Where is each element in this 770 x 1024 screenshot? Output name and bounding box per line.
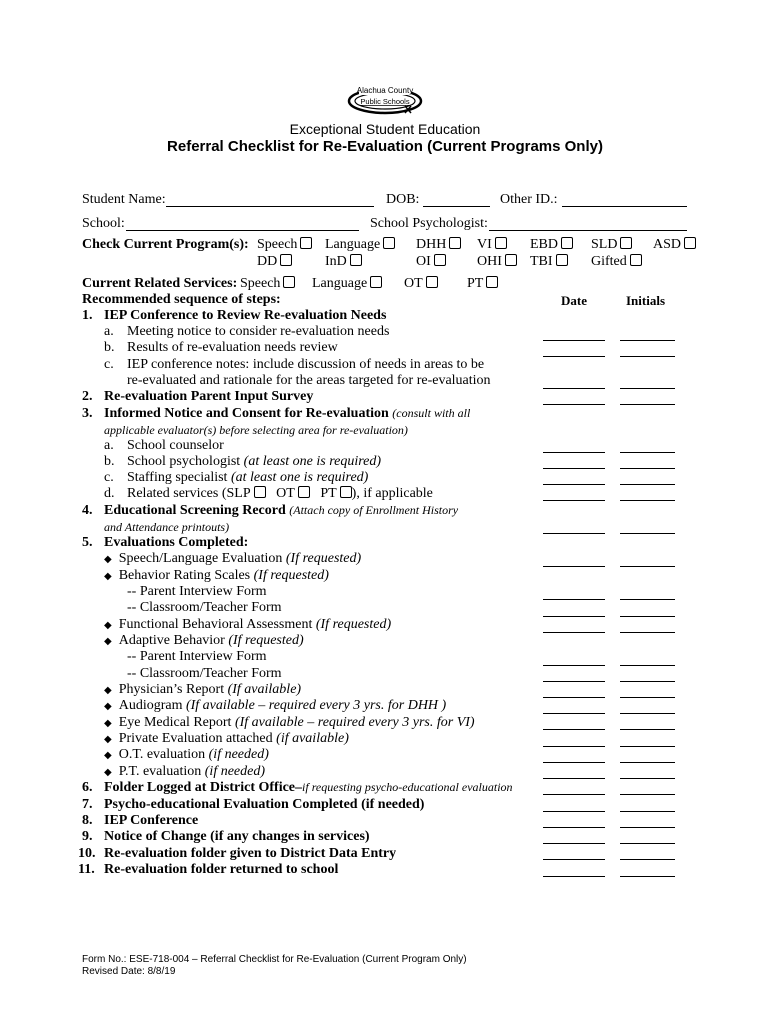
district-logo xyxy=(345,84,425,116)
eval-adaptive-teacher: -- Classroom/Teacher Form xyxy=(127,666,282,681)
step-8: IEP Conference xyxy=(104,813,199,828)
step-1a-letter: a. xyxy=(104,324,114,339)
initials-line[interactable] xyxy=(620,746,675,747)
checkbox[interactable] xyxy=(370,276,382,288)
eval-pt: ◆ P.T. evaluation (if needed) xyxy=(104,764,266,779)
step-3d-letter: d. xyxy=(104,486,115,501)
checkbox[interactable] xyxy=(280,254,292,266)
step-3a: School counselor xyxy=(127,438,224,453)
service-pt[interactable]: PT xyxy=(467,276,498,292)
checkbox[interactable] xyxy=(383,237,395,249)
initials-line[interactable] xyxy=(620,616,675,617)
initials-line[interactable] xyxy=(620,452,675,453)
footer-form-number: Form No.: ESE-718-004 – Referral Checklist for Re-Evaluation (Current Program Only) xyxy=(82,954,467,965)
initials-line[interactable] xyxy=(620,681,675,682)
program-gifted[interactable]: Gifted xyxy=(591,254,642,270)
program-oi[interactable]: OI xyxy=(416,254,446,270)
checkbox[interactable] xyxy=(426,276,438,288)
date-line[interactable] xyxy=(543,484,605,485)
date-line[interactable] xyxy=(543,762,605,763)
initials-line[interactable] xyxy=(620,859,675,860)
initials-line[interactable] xyxy=(620,876,675,877)
checkbox[interactable] xyxy=(298,486,310,498)
step-2: Re-evaluation Parent Input Survey xyxy=(104,389,314,404)
date-line[interactable] xyxy=(543,681,605,682)
step-4: Educational Screening Record (Attach copy of Enrollment History xyxy=(104,503,459,518)
step-9: Notice of Change (if any changes in services) xyxy=(104,829,370,844)
checkbox[interactable] xyxy=(561,237,573,249)
step-3-number: 3. xyxy=(82,406,93,421)
school-field[interactable] xyxy=(126,230,359,231)
page-title: Referral Checklist for Re-Evaluation (Current Programs Only) xyxy=(167,138,603,155)
checkbox[interactable] xyxy=(340,486,352,498)
initials-line[interactable] xyxy=(620,468,675,469)
date-line[interactable] xyxy=(543,616,605,617)
initials-line[interactable] xyxy=(620,566,675,567)
step-3b-letter: b. xyxy=(104,454,115,469)
eval-speech: ◆ Speech/Language Evaluation (If requested) xyxy=(104,551,362,566)
step-10: Re-evaluation folder given to District Data Entry xyxy=(104,846,397,861)
eval-behavior: ◆ Behavior Rating Scales (If requested) xyxy=(104,568,329,583)
checkbox[interactable] xyxy=(254,486,266,498)
eval-ot: ◆ O.T. evaluation (if needed) xyxy=(104,747,269,762)
date-line[interactable] xyxy=(543,713,605,714)
date-line[interactable] xyxy=(543,729,605,730)
eval-adaptive: ◆ Adaptive Behavior (If requested) xyxy=(104,633,304,648)
logo-line2: Public Schools xyxy=(360,97,410,106)
student-name-label: Student Name: xyxy=(82,192,166,207)
step-1c-letter: c. xyxy=(104,357,114,372)
program-sld[interactable]: SLD xyxy=(591,237,632,253)
checkbox[interactable] xyxy=(684,237,696,249)
checkbox[interactable] xyxy=(283,276,295,288)
step-7: Psycho-educational Evaluation Completed (if needed) xyxy=(104,797,425,812)
date-line[interactable] xyxy=(543,632,605,633)
footer-revised-date: Revised Date: 8/8/19 xyxy=(82,966,176,977)
program-dd[interactable]: DD xyxy=(257,254,292,270)
initials-line[interactable] xyxy=(620,404,675,405)
initials-line[interactable] xyxy=(620,484,675,485)
other-id-label: Other ID.: xyxy=(500,192,558,207)
step-1a: Meeting notice to consider re-evaluation needs xyxy=(127,324,390,339)
eval-behavior-parent: -- Parent Interview Form xyxy=(127,584,267,599)
sequence-heading: Recommended sequence of steps: xyxy=(82,292,281,307)
date-line[interactable] xyxy=(543,811,605,812)
step-9-number: 9. xyxy=(82,829,93,844)
step-10-number: 10. xyxy=(78,846,96,861)
step-7-number: 7. xyxy=(82,797,93,812)
date-line[interactable] xyxy=(543,356,605,357)
step-1-number: 1. xyxy=(82,308,93,323)
initials-line[interactable] xyxy=(620,697,675,698)
checkbox[interactable] xyxy=(300,237,312,249)
services-label: Current Related Services: xyxy=(82,276,238,291)
initials-line[interactable] xyxy=(620,827,675,828)
checkbox[interactable] xyxy=(350,254,362,266)
date-line[interactable] xyxy=(543,859,605,860)
step-1c: IEP conference notes: include discussion of needs in areas to be xyxy=(127,357,485,372)
dob-label: DOB: xyxy=(386,192,420,207)
other-id-field[interactable] xyxy=(562,206,687,207)
eval-audiogram: ◆ Audiogram (If available – required every 3 yrs. for DHH ) xyxy=(104,698,447,713)
date-line[interactable] xyxy=(543,566,605,567)
initials-column-header: Initials xyxy=(626,293,666,308)
step-4-number: 4. xyxy=(82,503,93,518)
step-3a-letter: a. xyxy=(104,438,114,453)
date-line[interactable] xyxy=(543,388,605,389)
checkbox[interactable] xyxy=(556,254,568,266)
initials-line[interactable] xyxy=(620,762,675,763)
service-language[interactable]: Language xyxy=(312,276,382,292)
checkbox[interactable] xyxy=(620,237,632,249)
date-line[interactable] xyxy=(543,794,605,795)
initials-line[interactable] xyxy=(620,713,675,714)
step-5-number: 5. xyxy=(82,535,93,550)
date-line[interactable] xyxy=(543,665,605,666)
step-1: IEP Conference to Review Re-evaluation Needs xyxy=(104,308,387,323)
program-tbi[interactable]: TBI xyxy=(530,254,568,270)
date-line[interactable] xyxy=(543,697,605,698)
initials-line[interactable] xyxy=(620,340,675,341)
initials-line[interactable] xyxy=(620,599,675,600)
step-3c: Staffing specialist (at least one is required) xyxy=(127,470,369,485)
program-ohi[interactable]: OHI xyxy=(477,254,517,270)
step-6: Folder Logged at District Office–if requesting psycho-educational evaluation xyxy=(104,780,513,795)
step-1c-line2: re-evaluated and rationale for the areas targeted for re-evaluation xyxy=(127,373,491,388)
date-line[interactable] xyxy=(543,404,605,405)
logo-line1: Alachua County xyxy=(356,86,414,95)
department: Exceptional Student Education xyxy=(289,121,481,137)
step-6-number: 6. xyxy=(82,780,93,795)
step-3b: School psychologist (at least one is required) xyxy=(127,454,382,469)
eval-behavior-teacher: -- Classroom/Teacher Form xyxy=(127,600,282,615)
initials-line[interactable] xyxy=(620,665,675,666)
date-line[interactable] xyxy=(543,876,605,877)
initials-line[interactable] xyxy=(620,356,675,357)
school-psychologist-label: School Psychologist: xyxy=(370,216,488,231)
step-3c-letter: c. xyxy=(104,470,114,485)
initials-line[interactable] xyxy=(620,811,675,812)
checkbox[interactable] xyxy=(505,254,517,266)
step-4-note: and Attendance printouts) xyxy=(104,520,230,534)
step-8-number: 8. xyxy=(82,813,93,828)
date-line[interactable] xyxy=(543,468,605,469)
step-11-number: 11. xyxy=(78,862,95,877)
date-line[interactable] xyxy=(543,500,605,501)
program-dhh[interactable]: DHH xyxy=(416,237,461,253)
date-line[interactable] xyxy=(543,843,605,844)
step-1b: Results of re-evaluation needs review xyxy=(127,340,338,355)
date-line[interactable] xyxy=(543,533,605,534)
programs-label: Check Current Program(s): xyxy=(82,237,249,252)
school-label: School: xyxy=(82,216,125,231)
initials-line[interactable] xyxy=(620,388,675,389)
checkbox[interactable] xyxy=(486,276,498,288)
dob-field[interactable] xyxy=(423,206,490,207)
checkbox[interactable] xyxy=(449,237,461,249)
program-ebd[interactable]: EBD xyxy=(530,237,573,253)
initials-line[interactable] xyxy=(620,794,675,795)
program-speech[interactable]: Speech xyxy=(257,237,312,253)
checkbox[interactable] xyxy=(495,237,507,249)
eval-adaptive-parent: -- Parent Interview Form xyxy=(127,649,267,664)
date-line[interactable] xyxy=(543,827,605,828)
step-3: Informed Notice and Consent for Re-evaluation (consult with all xyxy=(104,406,471,421)
initials-line[interactable] xyxy=(620,843,675,844)
service-ot[interactable]: OT xyxy=(404,276,438,292)
step-3-note: applicable evaluator(s) before selecting area for re-evaluation) xyxy=(104,423,408,437)
eval-eye: ◆ Eye Medical Report (If available – required every 3 yrs. for VI) xyxy=(104,715,475,730)
step-1b-letter: b. xyxy=(104,340,115,355)
initials-line[interactable] xyxy=(620,500,675,501)
date-line[interactable] xyxy=(543,746,605,747)
student-name-field[interactable] xyxy=(166,206,374,207)
date-line[interactable] xyxy=(543,452,605,453)
step-2-number: 2. xyxy=(82,389,93,404)
eval-fba: ◆ Functional Behavioral Assessment (If requested) xyxy=(104,617,392,632)
program-ind[interactable]: InD xyxy=(325,254,362,270)
initials-line[interactable] xyxy=(620,778,675,779)
initials-line[interactable] xyxy=(620,729,675,730)
program-asd[interactable]: ASD xyxy=(653,237,696,253)
eval-private: ◆ Private Evaluation attached (if available) xyxy=(104,731,349,746)
date-column-header: Date xyxy=(561,293,587,308)
initials-line[interactable] xyxy=(620,533,675,534)
school-psychologist-field[interactable] xyxy=(489,230,687,231)
service-speech[interactable]: Speech xyxy=(240,276,295,292)
step-5: Evaluations Completed: xyxy=(104,535,249,550)
step-3d: Related services (SLP OT PT ), if applicable xyxy=(127,486,433,501)
checkbox[interactable] xyxy=(630,254,642,266)
initials-line[interactable] xyxy=(620,632,675,633)
date-line[interactable] xyxy=(543,599,605,600)
date-line[interactable] xyxy=(543,340,605,341)
program-vi[interactable]: VI xyxy=(477,237,507,253)
date-line[interactable] xyxy=(543,778,605,779)
step-11: Re-evaluation folder returned to school xyxy=(104,862,339,877)
eval-physician: ◆ Physician’s Report (If available) xyxy=(104,682,302,697)
checkbox[interactable] xyxy=(434,254,446,266)
program-language[interactable]: Language xyxy=(325,237,395,253)
